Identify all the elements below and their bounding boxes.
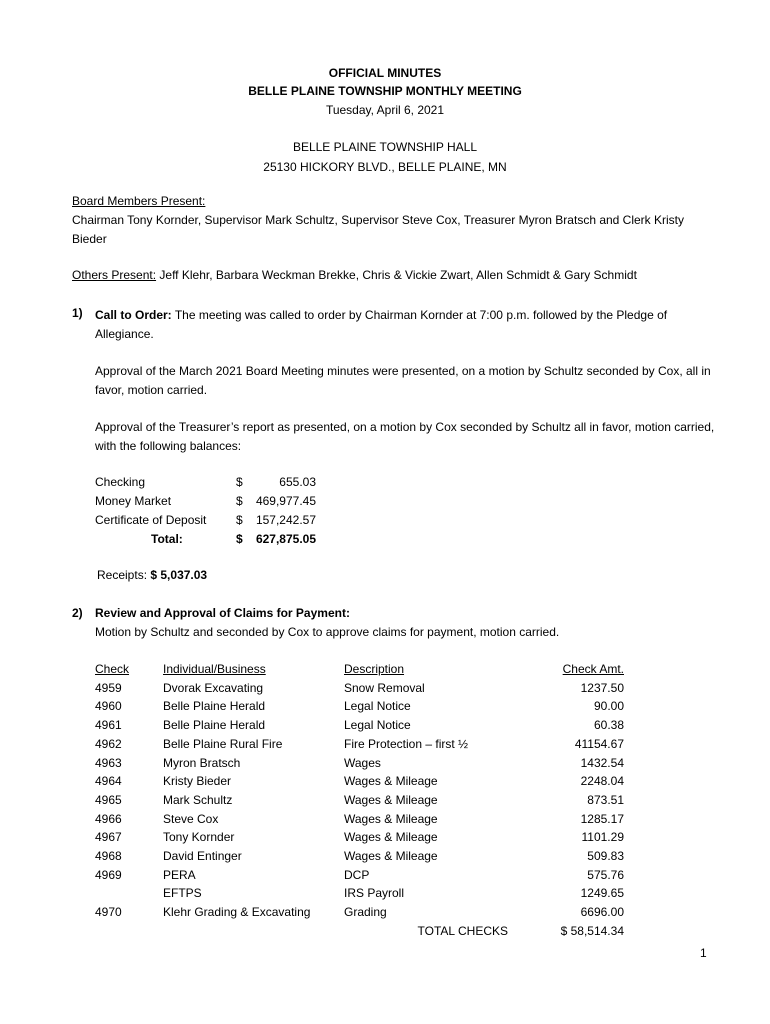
claims-total-row (95, 922, 624, 941)
section2-number: 2) (72, 606, 83, 620)
balance-amount: 157,242.57 (255, 513, 316, 527)
cell-description: IRS Payroll (344, 886, 405, 901)
cell-description: Wages & Mileage (344, 774, 438, 789)
column-header-description: Description (344, 662, 405, 676)
cell-check: 4966 (95, 811, 122, 826)
balance-currency: $ (236, 475, 243, 489)
claims-header-row (95, 660, 624, 679)
cell-amount: 90.00 (593, 699, 624, 714)
meeting-date: Tuesday, April 6, 2021 (325, 103, 445, 117)
cell-individual: David Entinger (163, 849, 242, 864)
cell-check: 4968 (95, 849, 122, 864)
cell-check: 4959 (95, 680, 122, 695)
cell-amount: 2248.04 (580, 774, 624, 789)
cell-individual: Mark Schultz (163, 792, 233, 807)
balance-total-amount: 627,875.05 (255, 532, 316, 546)
cell-individual: EFTPS (163, 886, 202, 901)
page-number: 1 (700, 946, 707, 960)
table-row (95, 772, 624, 791)
board-heading: Board Members Present: (72, 194, 206, 208)
cell-individual: Myron Bratsch (163, 755, 241, 770)
cell-description: Wages & Mileage (344, 792, 438, 807)
section2-motion: Motion by Schultz and seconded by Cox to approve claims for payment, motion carried. (95, 625, 560, 639)
table-row (95, 866, 624, 885)
cell-amount: 1432.54 (580, 755, 624, 770)
table-row (95, 884, 624, 903)
board-members: Chairman Tony Kornder, Supervisor Mark Schultz, Supervisor Steve Cox, Treasurer Myron Bratsch and Clerk Kristy Bieder (72, 213, 685, 246)
table-row (95, 903, 624, 922)
total-checks-label: TOTAL CHECKS (417, 923, 508, 938)
balance-row (95, 511, 316, 530)
balances-table (95, 473, 316, 549)
approval-minutes: Approval of the March 2021 Board Meeting minutes were presented, on a motion by Schultz seconded by Cox, all in favor, motion carried. (95, 364, 711, 397)
table-row (95, 754, 624, 773)
total-checks-amount: $ 58,514.34 (560, 923, 624, 938)
cell-amount: 873.51 (587, 792, 624, 807)
column-header-individual: Individual/Business (163, 662, 266, 676)
cell-individual: Tony Kornder (163, 830, 235, 845)
table-row (95, 791, 624, 810)
cell-description: Wages & Mileage (344, 811, 438, 826)
balance-label: Money Market (95, 494, 172, 508)
cell-description: Snow Removal (344, 680, 425, 695)
section1-heading: Call to Order: (95, 308, 172, 322)
cell-amount: 60.38 (593, 718, 624, 733)
table-row (95, 847, 624, 866)
cell-individual: Belle Plaine Rural Fire (163, 736, 283, 751)
cell-check: 4965 (95, 792, 122, 807)
receipts-line (97, 568, 207, 582)
receipts-amount: $ 5,037.03 (150, 568, 208, 582)
balance-total-label: Total: (151, 532, 183, 546)
cell-individual: Belle Plaine Herald (163, 699, 266, 714)
cell-check: 4963 (95, 755, 122, 770)
cell-description: Legal Notice (344, 718, 411, 733)
others-present (72, 268, 637, 282)
claims-table (95, 660, 624, 941)
cell-amount: 1237.50 (580, 680, 624, 695)
others-heading: Others Present: (72, 268, 157, 282)
section1-number: 1) (72, 306, 83, 320)
section1-text: The meeting was called to order by Chairman Kornder at 7:00 p.m. followed by the Pledge of Allegiance. (95, 308, 668, 341)
location-name: BELLE PLAINE TOWNSHIP HALL (292, 140, 478, 154)
table-row (95, 828, 624, 847)
column-header-check: Check (95, 662, 130, 676)
cell-amount: 6696.00 (580, 905, 624, 920)
column-header-amount: Check Amt. (562, 662, 624, 676)
cell-check: 4961 (95, 718, 122, 733)
cell-amount: 1101.29 (581, 830, 624, 845)
balance-label: Certificate of Deposit (95, 513, 207, 527)
cell-check: 4962 (95, 736, 122, 751)
cell-individual: Kristy Bieder (163, 774, 232, 789)
cell-individual: Belle Plaine Herald (163, 718, 266, 733)
cell-individual: PERA (163, 867, 196, 882)
balance-row (95, 492, 316, 511)
others-names: Jeff Klehr, Barbara Weckman Brekke, Chris & Vickie Zwart, Allen Schmidt & Gary Schmidt (159, 268, 637, 282)
cell-check: 4967 (95, 830, 122, 845)
table-row (95, 679, 624, 698)
cell-individual: Dvorak Excavating (163, 680, 264, 695)
section1-call-to-order (95, 306, 715, 344)
receipts-label: Receipts: (97, 568, 148, 582)
cell-description: Wages & Mileage (344, 849, 438, 864)
cell-amount: 1285.17 (580, 811, 624, 826)
balance-currency: $ (236, 494, 243, 508)
balance-label: Checking (95, 475, 146, 489)
cell-description: Fire Protection – first ½ (344, 736, 469, 751)
balance-row (95, 473, 316, 492)
cell-description: DCP (344, 867, 370, 882)
balance-total-currency: $ (236, 532, 243, 546)
table-row (95, 810, 624, 829)
balance-amount: 655.03 (279, 475, 316, 489)
balance-total-row (95, 530, 316, 549)
approval-treasurer: Approval of the Treasurer’s report as presented, on a motion by Cox seconded by Schultz all in favor, motion carried, with the following balances: (95, 420, 715, 453)
cell-description: Grading (344, 905, 387, 920)
doc-title: OFFICIAL MINUTES (328, 66, 442, 80)
table-row (95, 697, 624, 716)
balance-currency: $ (236, 513, 243, 527)
location-address: 25130 HICKORY BLVD., BELLE PLAINE, MN (263, 160, 507, 174)
cell-amount: 575.76 (587, 867, 624, 882)
cell-check: 4969 (95, 867, 122, 882)
cell-check: 4970 (95, 905, 122, 920)
balance-amount: 469,977.45 (255, 494, 316, 508)
doc-subtitle: BELLE PLAINE TOWNSHIP MONTHLY MEETING (248, 84, 522, 98)
cell-amount: 1249.65 (580, 886, 624, 901)
cell-amount: 509.83 (587, 849, 624, 864)
cell-description: Legal Notice (344, 699, 411, 714)
cell-amount: 41154.67 (574, 736, 624, 751)
table-row (95, 716, 624, 735)
cell-check (95, 884, 163, 903)
cell-description: Wages (344, 755, 381, 770)
table-row (95, 735, 624, 754)
cell-individual: Klehr Grading & Excavating (163, 905, 311, 920)
cell-check: 4960 (95, 699, 122, 714)
section2-heading: Review and Approval of Claims for Payment: (95, 606, 350, 620)
cell-check: 4964 (95, 774, 122, 789)
cell-individual: Steve Cox (163, 811, 219, 826)
cell-description: Wages & Mileage (344, 830, 438, 845)
